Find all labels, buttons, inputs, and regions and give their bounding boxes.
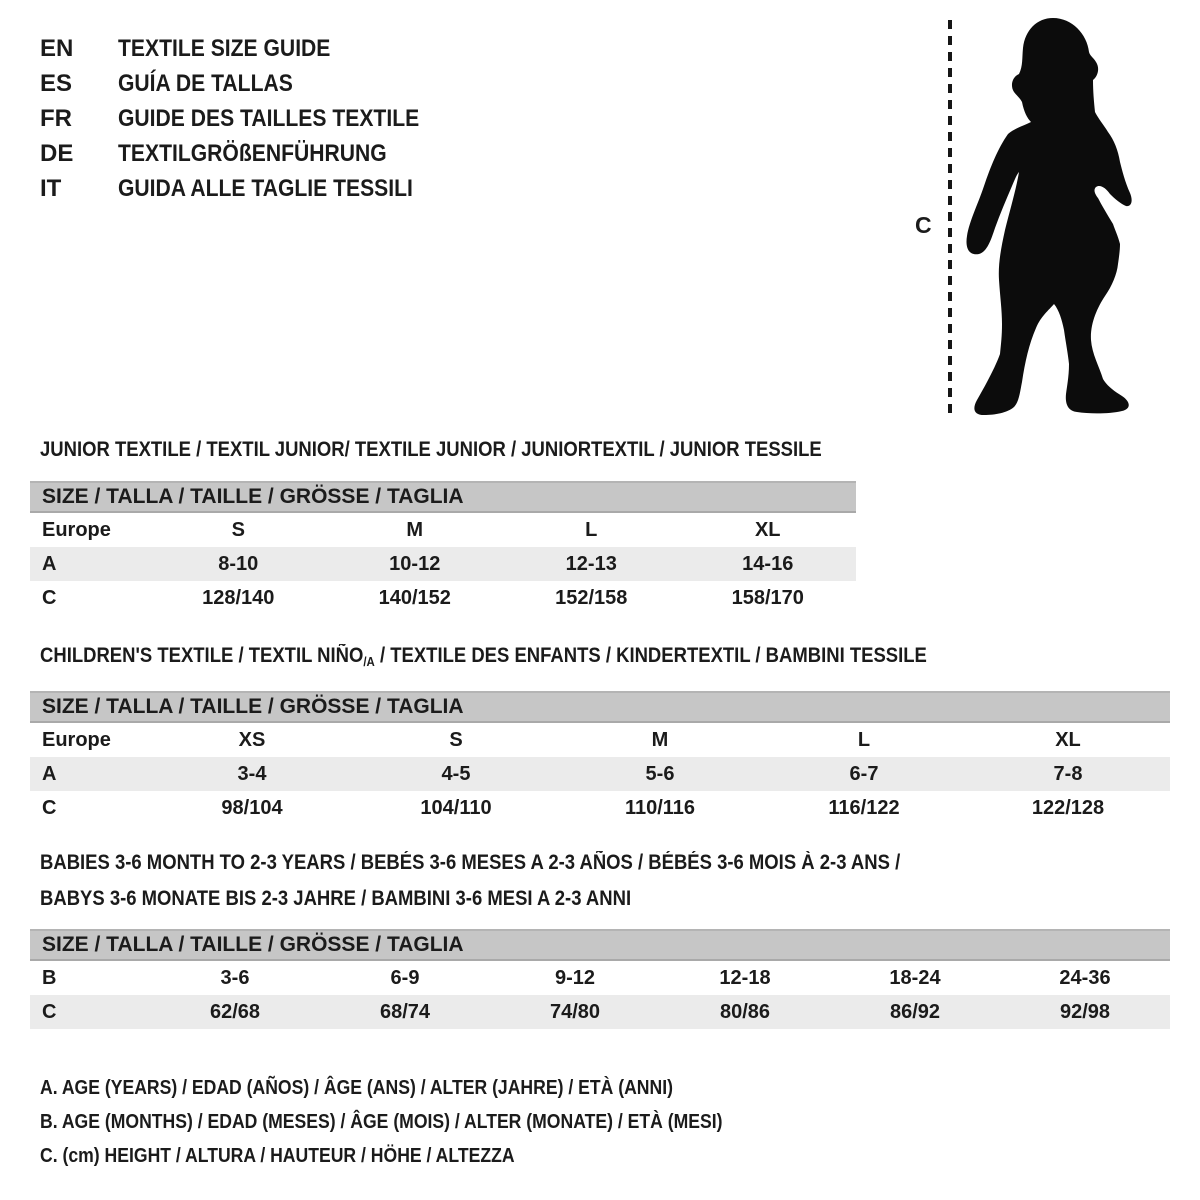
table-row-c (30, 791, 1170, 825)
table-row-a (30, 547, 856, 581)
table-cell: 3-4 (237, 762, 267, 785)
col-header-cell: XS (238, 728, 266, 751)
language-title-list (40, 31, 460, 206)
table-cell: 92/98 (1059, 1000, 1111, 1023)
language-row-it (40, 171, 460, 206)
table-cell: 4-5 (441, 762, 471, 785)
row-label: A (42, 552, 57, 575)
language-row-de (40, 136, 460, 171)
col-header-cell: XL (1055, 728, 1081, 751)
table-row-c (30, 581, 856, 615)
toddler-silhouette-icon (957, 14, 1142, 419)
col-header-cell: S (231, 518, 245, 541)
table-babies (30, 929, 1170, 1029)
section-heading-babies (40, 845, 1018, 917)
language-title: GUIDA ALLE TAGLIE TESSILI (118, 175, 413, 202)
legend-line-c-text: C. (cm) HEIGHT / ALTURA / HAUTEUR / HÖHE / ALTEZZA (40, 1145, 515, 1167)
babies-heading-line2: BABYS 3-6 MONATE BIS 2-3 JAHRE / BAMBINI 3-6 MESI A 2-3 ANNI (40, 887, 632, 910)
table-cell: 24-36 (1059, 966, 1111, 989)
language-title: GUÍA DE TALLAS (118, 70, 293, 97)
col-header-cell: M (406, 518, 424, 541)
row-label: A (42, 762, 57, 785)
table-cell: 116/122 (828, 796, 900, 819)
language-code: FR (40, 105, 72, 132)
size-header-band (30, 481, 856, 513)
table-row-b (30, 961, 1170, 995)
table-row-a (30, 757, 1170, 791)
height-measure-dashed-line (948, 20, 952, 417)
row-label: Europe (42, 728, 111, 751)
table-cell: 5-6 (645, 762, 675, 785)
language-code: ES (40, 70, 73, 97)
row-label: C (42, 796, 57, 819)
table-cell: 128/140 (202, 586, 275, 609)
col-header-cell: S (449, 728, 463, 751)
table-cell: 14-16 (742, 552, 794, 575)
section-heading-junior-text: JUNIOR TEXTILE / TEXTIL JUNIOR/ TEXTILE JUNIOR / JUNIORTEXTIL / JUNIOR TESSILE (40, 438, 822, 461)
table-cell: 68/74 (379, 1000, 431, 1023)
table-cell: 62/68 (209, 1000, 261, 1023)
table-cell: 3-6 (220, 966, 250, 989)
babies-heading-line1: BABIES 3-6 MONTH TO 2-3 YEARS / BEBÉS 3-6 MESES A 2-3 AÑOS / BÉBÉS 3-6 MOIS À 2-3 ANS / (40, 851, 901, 874)
children-heading-pre: CHILDREN'S TEXTILE / TEXTIL NIÑO (40, 644, 364, 667)
language-row-es (40, 66, 460, 101)
language-title: TEXTILE SIZE GUIDE (118, 35, 331, 62)
table-cell: 98/104 (221, 796, 283, 819)
language-code: DE (40, 140, 74, 167)
table-cell: 152/158 (555, 586, 628, 609)
legend-line-b-text: B. AGE (MONTHS) / EDAD (MESES) / ÂGE (MOIS) / ALTER (MONATE) / ETÀ (MESI) (40, 1111, 723, 1133)
col-header-cell: L (857, 728, 871, 751)
table-cell: 12-13 (565, 552, 617, 575)
legend-line-a-text: A. AGE (YEARS) / EDAD (AÑOS) / ÂGE (ANS) / ALTER (JAHRE) / ETÀ (ANNI) (40, 1077, 673, 1099)
table-cell: 6-7 (849, 762, 879, 785)
measurement-legend (40, 1071, 816, 1173)
table-cell: 140/152 (378, 586, 451, 609)
language-title: GUIDE DES TAILLES TEXTILE (118, 105, 420, 132)
table-children (30, 691, 1170, 825)
table-cell: 104/110 (420, 796, 492, 819)
table-cell: 10-12 (389, 552, 441, 575)
legend-line-a (40, 1071, 816, 1105)
size-header-band (30, 691, 1170, 723)
children-heading-subscript: /A (363, 654, 375, 669)
table-cell: 110/116 (624, 796, 696, 819)
col-header-cell: XL (754, 518, 781, 541)
row-label: B (42, 966, 57, 989)
row-label: C (42, 1000, 57, 1023)
section-heading-children-text (40, 644, 927, 669)
row-label: C (42, 586, 57, 609)
table-cell: 158/170 (731, 586, 804, 609)
section-heading-junior (40, 438, 928, 462)
table-row-columns (30, 723, 1170, 757)
table-cell: 9-12 (554, 966, 596, 989)
table-cell: 74/80 (549, 1000, 601, 1023)
language-code: IT (40, 175, 62, 202)
figure-height-label: C (915, 212, 932, 238)
language-title: TEXTILGRÖßENFÜHRUNG (118, 140, 387, 167)
size-header-text: SIZE / TALLA / TAILLE / GRÖSSE / TAGLIA (42, 485, 464, 508)
table-junior (30, 481, 856, 615)
table-row-columns (30, 513, 856, 547)
row-label: Europe (42, 518, 111, 541)
table-cell: 80/86 (719, 1000, 771, 1023)
children-heading-post: / TEXTILE DES ENFANTS / KINDERTEXTIL / BAMBINI TESSILE (374, 644, 927, 667)
language-row-en (40, 31, 460, 66)
table-cell: 122/128 (1031, 796, 1105, 819)
size-header-text: SIZE / TALLA / TAILLE / GRÖSSE / TAGLIA (42, 933, 464, 956)
table-cell: 18-24 (889, 966, 941, 989)
col-header-cell: L (585, 518, 598, 541)
col-header-cell: M (651, 728, 669, 751)
section-heading-children (40, 644, 1048, 669)
language-row-fr (40, 101, 460, 136)
table-row-c (30, 995, 1170, 1029)
size-header-text: SIZE / TALLA / TAILLE / GRÖSSE / TAGLIA (42, 695, 464, 718)
language-code: EN (40, 35, 74, 62)
table-cell: 7-8 (1053, 762, 1083, 785)
table-cell: 6-9 (390, 966, 420, 989)
legend-line-c (40, 1139, 816, 1173)
table-cell: 8-10 (218, 552, 259, 575)
table-cell: 86/92 (889, 1000, 941, 1023)
size-header-band (30, 929, 1170, 961)
legend-line-b (40, 1105, 816, 1139)
table-cell: 12-18 (719, 966, 771, 989)
